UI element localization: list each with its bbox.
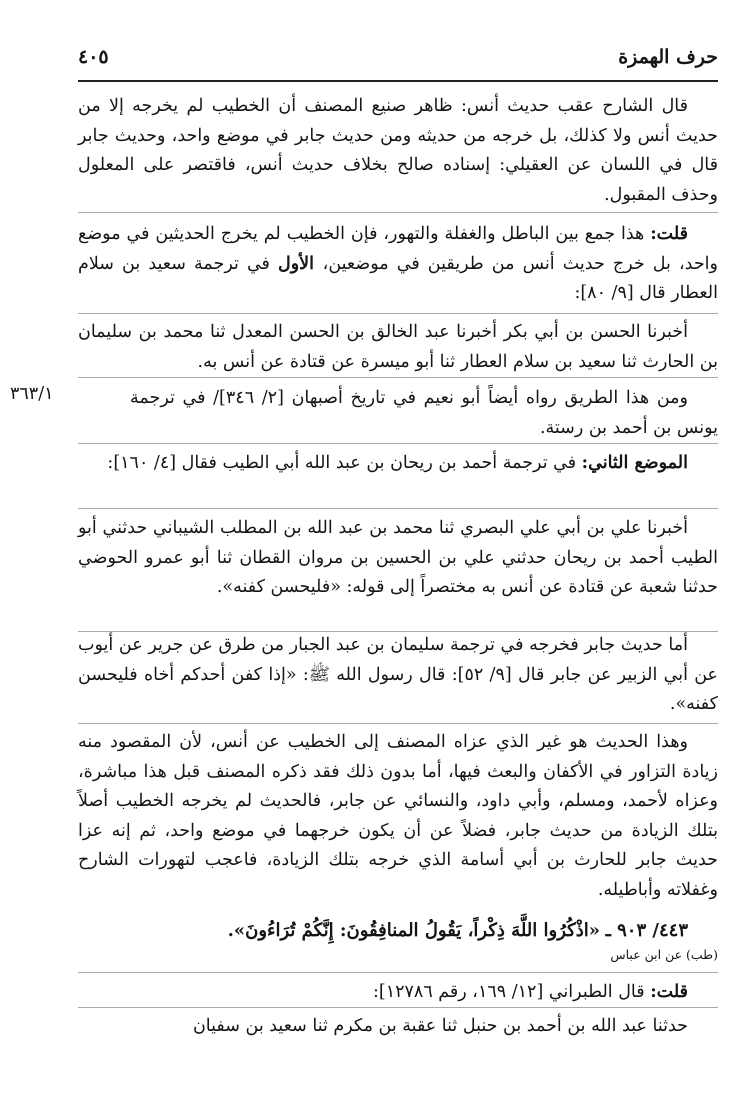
page-number: ٤٠٥ xyxy=(78,46,109,68)
separator xyxy=(78,1007,718,1008)
separator xyxy=(78,313,718,314)
separator xyxy=(78,377,718,378)
paragraph-text: في ترجمة سعيد بن سلام العطار قال [٩/ ٨٠]: xyxy=(78,253,718,303)
paragraph-1: قال الشارح عقب حديث أنس: ظاهر صنيع المصنف أن الخطيب لم يخرجه إلا من حديث أنس ولا كذلك، بل خرجه من حديثه ومن حديث جابر في موضع واحد، وحديث جابر قال في اللسان عن العقيلي: إسناده صالح بخلاف حديث أنس، فاقتصر على المعلول وحذف المقبول. xyxy=(78,96,718,205)
paragraph-7: أما حديث جابر فخرجه في ترجمة سليمان بن عبد الجبار من طرق عن جرير عن أيوب عن أبي الزبير عن جابر قال [٩/ ٥٢]: قال رسول الله ﷺ: «إذا كفن أحدكم أخاه فليحسن كفنه». xyxy=(78,635,718,714)
separator xyxy=(78,443,718,444)
paragraph-5 xyxy=(78,449,718,479)
separator xyxy=(78,508,718,509)
paragraph-text: هذا جمع بين الباطل والغفلة والتهور، فإن الخطيب لم يخرج الحديثين في موضع واحد، بل خرج حديث أنس من طريقين في موضعين، xyxy=(78,224,718,274)
paragraph-text: قال الطبراني [١٢/ ١٦٩، رقم ١٢٧٨٦]: xyxy=(372,982,651,1002)
hadith-entry xyxy=(78,916,718,947)
margin-reference: ٣٦٣/١ xyxy=(10,384,54,404)
paragraph-text: في ترجمة أحمد بن ريحان بن عبد الله أبي الطيب فقال [٤/ ١٦٠]: xyxy=(107,453,582,473)
separator xyxy=(78,212,718,213)
hadith-source: (طب) عن ابن عباس xyxy=(610,947,718,962)
paragraph-8: وهذا الحديث هو غير الذي عزاه المصنف إلى الخطيب عن أنس، لأن المقصود منه زيادة التزاور في الأكفان والبعث فيها، أما بدون ذلك فقد ذكره المصنف قبل هذا مباشرة، وعزاه لأحمد، ومسلم، وأبي داود، والنسائي عن جابر، فالحديث لم يخرجه الخطيب أصلاً بتلك الزيادة من حديث جابر، فضلاً عن أن يكون خرجهما في موضع واحد، ثم إنه عزا حديث جابر للحارث بن أبي أسامة الذي خرجه بتلك الزيادة، فاعجب لتهورات الشارح وغفلاته وأباطيله. xyxy=(78,732,718,900)
lead-label: الموضع الثاني: xyxy=(581,453,688,473)
header-rule xyxy=(78,80,718,82)
hadith-number: ٤٤٣/ ٩٠٣ ـ xyxy=(605,920,688,941)
chain-of-narration: حدثنا عبد الله بن أحمد بن حنبل ثنا عقبة بن مكرم ثنا سعيد بن سفيان xyxy=(192,1016,688,1036)
chapter-title: حرف الهمزة xyxy=(618,46,718,68)
lead-label: قلت: xyxy=(650,982,688,1002)
separator xyxy=(78,972,718,973)
paragraph-4: ومن هذا الطريق رواه أيضاً أبو نعيم في تاريخ أصبهان [٢/ ٣٤٦]/ في ترجمة يونس بن أحمد بن رستة. xyxy=(130,388,718,438)
lead-label: قلت: xyxy=(650,224,688,244)
paragraph-3: أخبرنا الحسن بن أبي بكر أخبرنا عبد الخالق بن الحسن المعدل ثنا محمد بن سليمان بن الحارث ثنا سعيد بن سلام العطار ثنا أبو ميسرة عن قتادة عن أنس به. xyxy=(78,322,718,372)
separator xyxy=(78,723,718,724)
paragraph-2 xyxy=(78,220,718,309)
paragraph-6: أخبرنا علي بن أبي علي البصري ثنا محمد بن عبد الله بن المطلب الشيباني حدثني أبو الطيب أحمد بن ريحان حدثني علي بن الحسين بن مروان القطان ثنا أبو عمرو الحوضي حدثنا شعبة عن قتادة عن أنس به مختصراً إلى قوله: «فليحسن كفنه». xyxy=(78,518,718,597)
final-paragraph xyxy=(78,978,718,1008)
hadith-text: «اذْكُرُوا اللَّهَ ذِكْراً، يَقُولُ المنافِقُونَ: إِنَّكُمْ تُرَاءُونَ». xyxy=(227,920,600,941)
bold-term: الأول xyxy=(278,253,323,274)
page-header xyxy=(78,44,718,76)
